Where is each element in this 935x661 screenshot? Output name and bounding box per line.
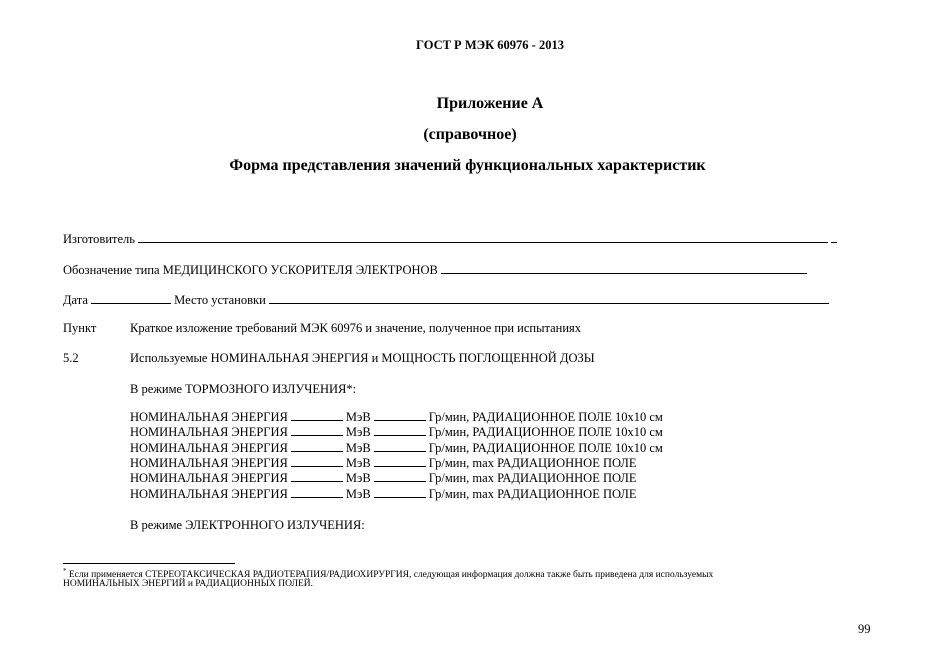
manufacturer-label: Изготовитель [63, 232, 135, 246]
energy-unit: МэВ [345, 410, 371, 424]
bremsstrahlung-mode-label: В режиме ТОРМОЗНОГО ИЗЛУЧЕНИЯ*: [130, 382, 357, 396]
energy-label: НОМИНАЛЬНАЯ ЭНЕРГИЯ [130, 486, 288, 501]
energy-row [130, 440, 663, 456]
energy-label: НОМИНАЛЬНАЯ ЭНЕРГИЯ [130, 425, 288, 440]
energy-row [130, 455, 637, 471]
type-designation-label: Обозначение типа МЕДИЦИНСКОГО УСКОРИТЕЛЯ ЭЛЕКТРОНОВ [63, 263, 438, 277]
energy-unit: МэВ [345, 471, 371, 486]
electron-mode-label: В режиме ЭЛЕКТРОННОГО ИЗЛУЧЕНИЯ: [130, 518, 365, 532]
dose-rate-blank[interactable] [374, 440, 426, 452]
dose-rate-blank[interactable] [374, 470, 426, 482]
location-blank[interactable] [269, 291, 829, 304]
energy-row [130, 424, 663, 440]
item-column-label: Пункт [63, 321, 97, 335]
page-number: 99 [858, 622, 871, 636]
energy-blank[interactable] [291, 409, 343, 421]
dose-rate-blank[interactable] [374, 424, 426, 436]
document-code-header: ГОСТ Р МЭК 60976 - 2013 [416, 38, 564, 52]
dose-rate-blank[interactable] [374, 409, 426, 421]
dose-rate-blank[interactable] [374, 455, 426, 467]
energy-unit: МэВ [345, 486, 371, 501]
appendix-title: Приложение А [436, 95, 544, 112]
type-designation-field [63, 261, 807, 278]
energy-label: НОМИНАЛЬНАЯ ЭНЕРГИЯ [130, 455, 288, 470]
energy-blank[interactable] [291, 470, 343, 482]
dose-rate-unit: Гр/мин, РАДИАЦИОННОЕ ПОЛЕ 10х10 см [428, 440, 663, 455]
footnote-mark: * [63, 567, 67, 575]
date-blank[interactable] [91, 291, 171, 304]
date-location-field [63, 291, 829, 308]
dose-rate-unit: Гр/мин, РАДИАЦИОННОЕ ПОЛЕ 10х10 см [428, 425, 663, 440]
energy-row [130, 470, 637, 486]
dose-rate-unit: Гр/мин, max РАДИАЦИОННОЕ ПОЛЕ [428, 471, 637, 486]
date-label: Дата [63, 293, 88, 307]
dose-rate-unit: Гр/мин, max РАДИАЦИОННОЕ ПОЛЕ [428, 455, 637, 470]
footnote-rule [63, 563, 235, 564]
manufacturer-blank-end [831, 230, 837, 243]
dose-rate-unit: Гр/мин, max РАДИАЦИОННОЕ ПОЛЕ [428, 486, 637, 501]
energy-label: НОМИНАЛЬНАЯ ЭНЕРГИЯ [130, 410, 288, 424]
form-title: Форма представления значений функциональных характеристик [229, 157, 706, 174]
energy-unit: МэВ [345, 440, 371, 455]
energy-unit: МэВ [345, 425, 371, 440]
energy-label: НОМИНАЛЬНАЯ ЭНЕРГИЯ [130, 471, 288, 486]
energy-blank[interactable] [291, 440, 343, 452]
manufacturer-blank[interactable] [138, 230, 828, 243]
energy-label: НОМИНАЛЬНАЯ ЭНЕРГИЯ [130, 440, 288, 455]
manufacturer-field [63, 230, 837, 247]
section-title: Используемые НОМИНАЛЬНАЯ ЭНЕРГИЯ и МОЩНОСТЬ ПОГЛОЩЕННОЙ ДОЗЫ [130, 351, 595, 365]
footnote-line-2: НОМИНАЛЬНЫХ ЭНЕРГИЙ и РАДИАЦИОННЫХ ПОЛЕЙ. [63, 579, 313, 589]
section-number: 5.2 [63, 351, 79, 365]
energy-blank[interactable] [291, 455, 343, 467]
energy-row [130, 409, 663, 425]
energy-blank[interactable] [291, 424, 343, 436]
energy-row [130, 486, 637, 502]
dose-rate-blank[interactable] [374, 486, 426, 498]
appendix-kind: (справочное) [423, 126, 517, 143]
type-designation-blank[interactable] [441, 261, 807, 274]
energy-blank[interactable] [291, 486, 343, 498]
location-label: Место установки [174, 293, 266, 307]
energy-unit: МэВ [345, 455, 371, 470]
description-column-label: Краткое изложение требований МЭК 60976 и значение, полученное при испытаниях [130, 321, 582, 335]
footnote-text-1: Если применяется СТЕРЕОТАКСИЧЕСКАЯ РАДИОТЕРАПИЯ/РАДИОХИРУРГИЯ, следующая информация должна также быть приведена для используемых [66, 570, 714, 581]
dose-rate-unit: Гр/мин, РАДИАЦИОННОЕ ПОЛЕ 10х10 см [428, 410, 663, 424]
